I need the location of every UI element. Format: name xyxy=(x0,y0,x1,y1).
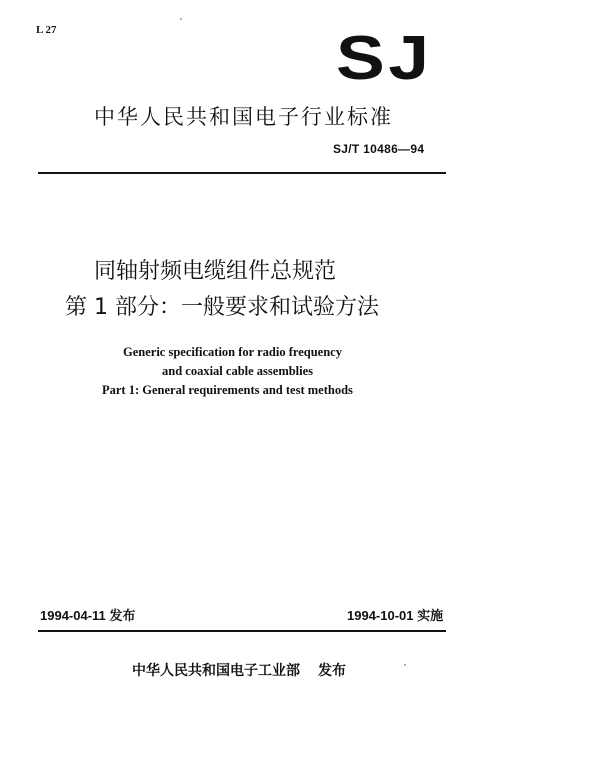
title-en-line2: and coaxial cable assemblies xyxy=(162,364,314,378)
scan-speck xyxy=(180,18,182,20)
title-cn-line1: 同轴射频电缆组件总规范 xyxy=(94,259,337,284)
effective-date: 1994-10-01 实施 xyxy=(347,608,444,623)
issuing-authority xyxy=(132,660,346,680)
title-en-line3: Part 1: General requirements and test methods xyxy=(102,383,353,397)
industry-standard-heading: 中华人民共和国电子行业标准 xyxy=(94,105,393,129)
issue-date: 1994-04-11 发布 xyxy=(40,608,136,623)
issuer-action: 发布 xyxy=(318,663,346,679)
title-en-line1: Generic specification for radio frequency xyxy=(123,345,342,359)
classification-code: L 27 xyxy=(36,24,57,36)
bottom-divider xyxy=(38,630,446,632)
top-divider xyxy=(38,172,446,174)
standard-code: SJ/T 10486—94 xyxy=(333,142,425,156)
issuer-name: 中华人民共和国电子工业部 xyxy=(132,663,300,679)
title-cn-line2: 第 1 部分：一般要求和试验方法 xyxy=(65,295,379,320)
standard-logo: SJ xyxy=(336,24,433,93)
scan-speck xyxy=(404,664,406,666)
